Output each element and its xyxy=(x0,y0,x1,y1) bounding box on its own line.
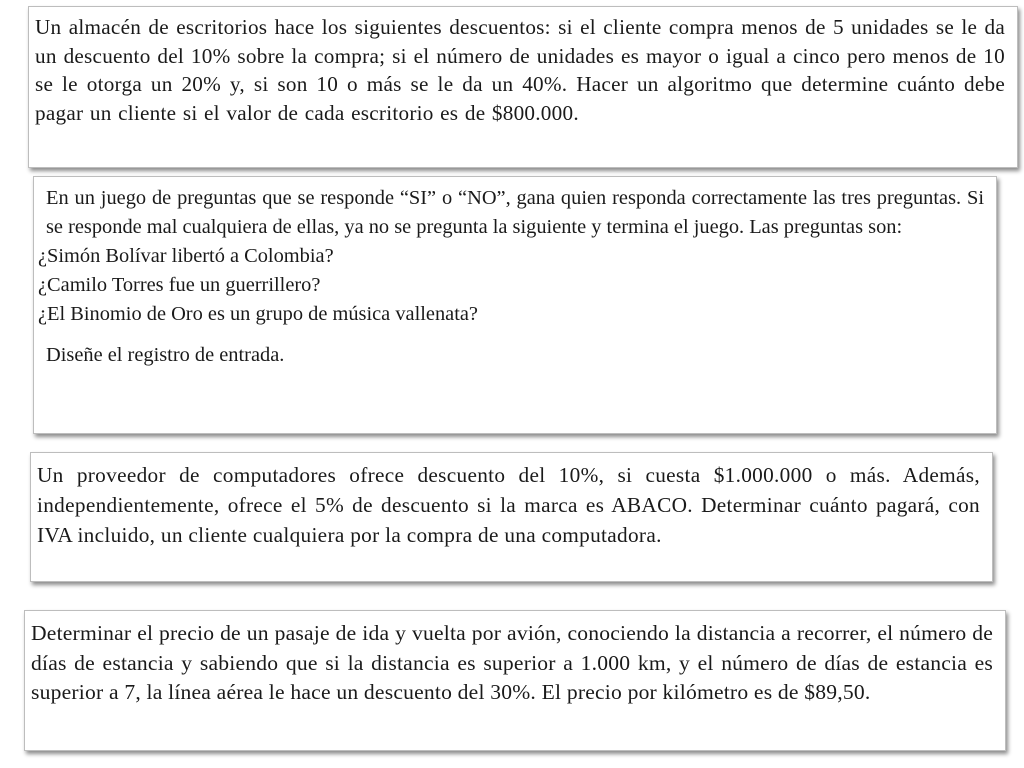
question-list xyxy=(38,242,984,329)
problem-card-quiz-game xyxy=(33,176,997,434)
problem-intro: En un juego de preguntas que se responde “SI” o “NO”, gana quien responda correctamente las tres preguntas. Si se responde mal cualquiera de ellas, ya no se pregunta la siguiente y termina el juego. Las preguntas son: xyxy=(46,187,984,238)
problem-instruction: Diseñe el registro de entrada. xyxy=(46,344,285,366)
question-item: ¿Camilo Torres fue un guerrillero? xyxy=(38,274,321,296)
problem-text: Determinar el precio de un pasaje de ida y vuelta por avión, conociendo la distancia a recorrer, el número de días de estancia y sabiendo que si la distancia es superior a 1.000 km, y el número de días de estancia es superior a 7, la línea aérea le hace un descuento del 30%. El precio por kilómetro es de $89,50. xyxy=(31,621,993,704)
problem-card-computer-discount xyxy=(30,452,993,582)
problem-card-airfare xyxy=(24,610,1006,751)
problem-text: Un almacén de escritorios hace los siguientes descuentos: si el cliente compra menos de 5 unidades se le da un descuento del 10% sobre la compra; si el número de unidades es mayor o igual a cinco pero menos de 10 se le otorga un 20% y, si son 10 o más se le da un 40%. Hacer un algoritmo que determine cuánto debe pagar un cliente si el valor de cada escritorio es de $800.000. xyxy=(35,15,1005,125)
problem-card-desk-discount xyxy=(28,6,1018,168)
problem-text: Un proveedor de computadores ofrece descuento del 10%, si cuesta $1.000.000 o más. Además, independientemente, ofrece el 5% de descuento si la marca es ABACO. Determinar cuánto pagará, con IVA incluido, un cliente cualquiera por la compra de una computadora. xyxy=(37,463,980,547)
question-item: ¿El Binomio de Oro es un grupo de música vallenata? xyxy=(38,303,478,325)
question-item: ¿Simón Bolívar libertó a Colombia? xyxy=(38,245,334,267)
